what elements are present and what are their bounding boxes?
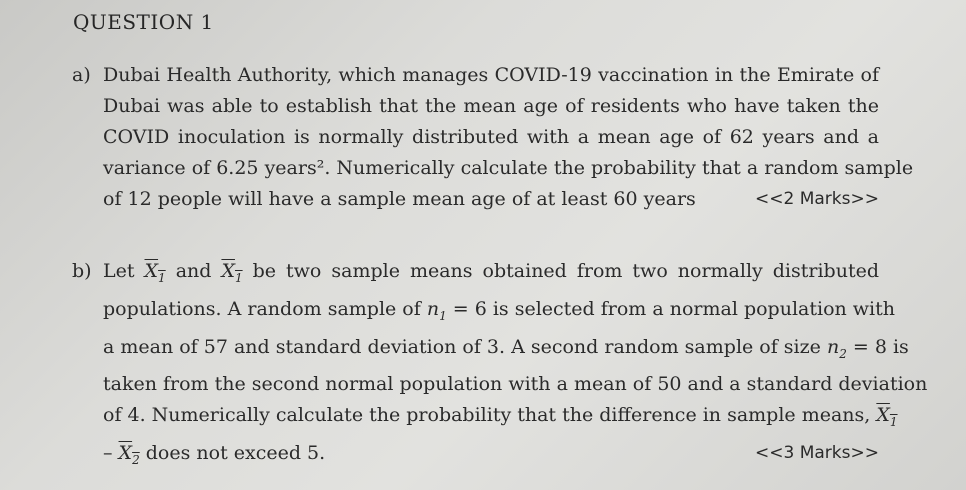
part-a [72, 60, 914, 215]
part-b-marks: <<3 Marks>> [755, 443, 879, 464]
part-a-body [103, 60, 914, 215]
x2-first-subscript: 1 [234, 270, 243, 285]
part-b-line-6-post: does not exceed 5. [139, 442, 326, 465]
x1b-subscript: 1 [889, 415, 898, 430]
part-b-line-5 [103, 400, 898, 438]
part-a-line-2: Dubai was able to establish that the mean age of residents who have taken the [103, 95, 879, 117]
question-title: QUESTION 1 [73, 10, 214, 34]
part-b-line-2 [103, 294, 895, 332]
part-b-line-6 [103, 438, 879, 476]
part-b-body [103, 256, 928, 476]
x2-first-symbol: X [221, 260, 235, 282]
n1-var [426, 297, 447, 323]
x2-bar-first [221, 260, 243, 285]
x1-subscript: 1 [158, 270, 166, 285]
x1b-bar [876, 404, 898, 430]
part-b-line-6-pre: – [103, 442, 119, 465]
x1-bar [144, 260, 166, 285]
part-b [72, 256, 928, 476]
n2-var [826, 335, 847, 361]
part-b-line-3 [103, 332, 909, 370]
part-b-line-1 [103, 256, 879, 294]
x1-symbol: X [144, 260, 159, 282]
part-a-line-5 [103, 184, 879, 215]
part-a-marks: <<2 Marks>> [755, 189, 879, 209]
part-b-line-4: taken from the second normal population with a mean of 50 and a standard deviation [103, 373, 928, 396]
part-a-marker: a) [72, 64, 91, 86]
n1-symbol: n [426, 297, 440, 320]
n1-subscript: 1 [439, 308, 447, 323]
part-b-line-1-and: and [165, 260, 222, 282]
x2b-symbol: X [118, 442, 133, 465]
part-b-marker: b) [72, 260, 92, 282]
x2b-subscript: 2 [132, 452, 140, 467]
part-b-line-2-pre: populations. A random sample of [103, 297, 427, 320]
part-b-line-1-pre: Let [103, 260, 145, 282]
part-a-line-5-text: of 12 people will have a sample mean age of at least 60 years [103, 188, 696, 210]
x1b-symbol: X [876, 404, 890, 427]
part-a-line-3: COVID inoculation is normally distributed with a mean age of 62 years and a [103, 126, 879, 148]
part-a-line-4: variance of 6.25 years². Numerically calculate the probability that a random sample [103, 157, 914, 179]
part-a-line-1: Dubai Health Authority, which manages COVID-19 vaccination in the Emirate of [103, 64, 879, 86]
x2b-bar [118, 442, 140, 467]
part-b-line-3-post: = 8 is [846, 335, 909, 358]
n2-subscript: 2 [839, 346, 847, 361]
n2-symbol: n [826, 335, 840, 358]
part-b-line-5-pre: of 4. Numerically calculate the probability that the difference in sample means, [103, 404, 877, 427]
part-b-line-2-post: = 6 is selected from a normal population with [446, 297, 895, 320]
part-b-line-3-pre: a mean of 57 and standard deviation of 3. A second random sample of size [103, 335, 827, 358]
part-b-line-1-post: be two sample means obtained from two normally distributed [242, 260, 879, 282]
